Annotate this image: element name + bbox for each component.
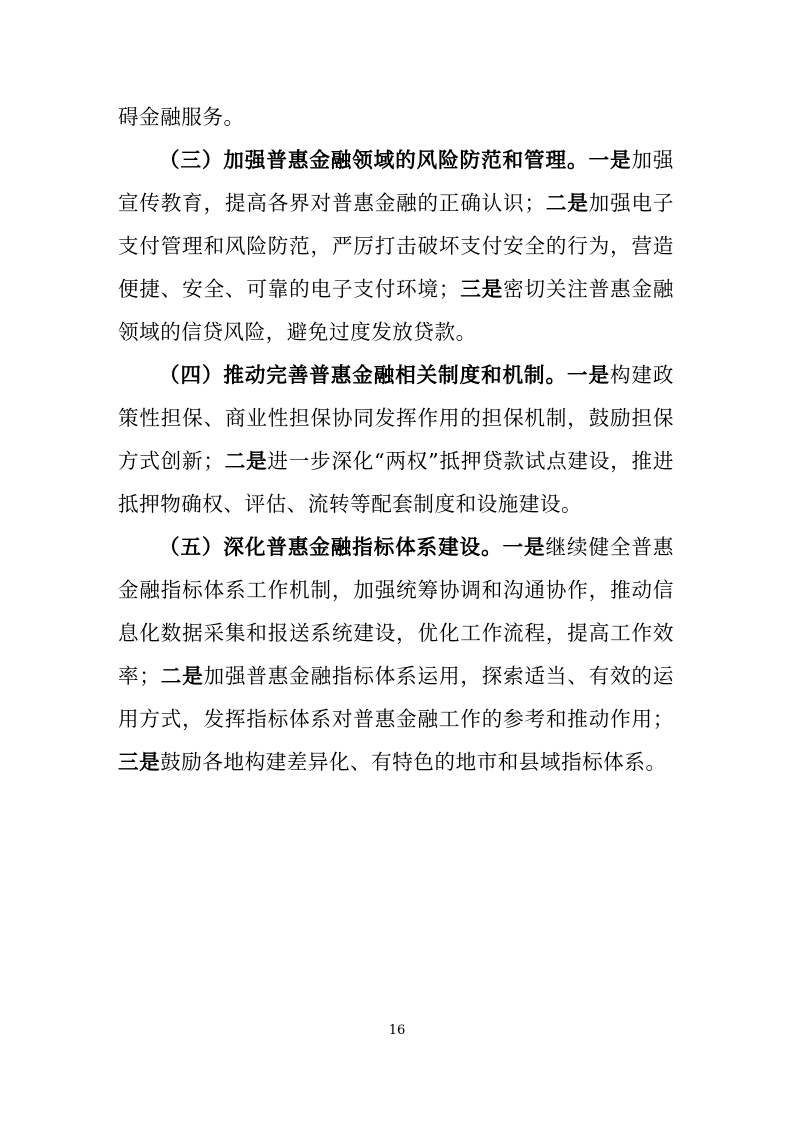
item-text: 密切关注普惠金融领域的信贷风险，避免过度发放贷款。 [118, 277, 674, 344]
item-lead: 三是 [460, 277, 504, 301]
item-lead: 一是 [502, 535, 546, 559]
section-heading: （四）推动完善普惠金融相关制度和机制。 [159, 363, 567, 387]
section-5-paragraph [118, 526, 674, 784]
item-text: 鼓励各地构建差异化、有特色的地市和县域指标体系。 [160, 750, 667, 774]
item-lead: 一是 [567, 363, 610, 387]
item-lead: 二是 [224, 449, 268, 473]
section-heading: （五）深化普惠金融指标体系建设。 [159, 535, 503, 559]
item-lead: 三是 [118, 750, 161, 774]
continuation-paragraph: 碍金融服务。 [118, 105, 245, 129]
item-text: 加强宣传教育，提高各界对普惠金融的正确认识； [118, 148, 675, 215]
item-text: 加强电子支付管理和风险防范，严厉打击破坏支付安全的行为，营造便捷、安全、可靠的电子支付环境； [118, 191, 675, 301]
item-text: 进一步深化“两权”抵押贷款试点建设，推进抵押物确权、评估、流转等配套制度和设施建设。 [118, 449, 675, 516]
item-text: 继续健全普惠金融指标体系工作机制，加强统筹协调和沟通协作，推动信息化数据采集和报送系统建设，优化工作流程，提高工作效率； [118, 535, 674, 688]
document-body [118, 96, 674, 784]
item-lead: 二是 [160, 664, 204, 688]
item-text: 构建政策性担保、商业性担保协同发挥作用的担保机制，鼓励担保方式创新； [118, 363, 674, 473]
item-text: 加强普惠金融指标体系运用，探索适当、有效的运用方式，发挥指标体系对普惠金融工作的参考和推动作用； [118, 664, 675, 731]
section-heading: （三）加强普惠金融领域的风险防范和管理。 [159, 148, 589, 172]
section-3-paragraph [118, 139, 674, 354]
section-4-paragraph [118, 354, 674, 526]
item-lead: 二是 [545, 191, 589, 215]
page-number: 16 [388, 1023, 406, 1038]
item-lead: 一是 [588, 148, 632, 172]
